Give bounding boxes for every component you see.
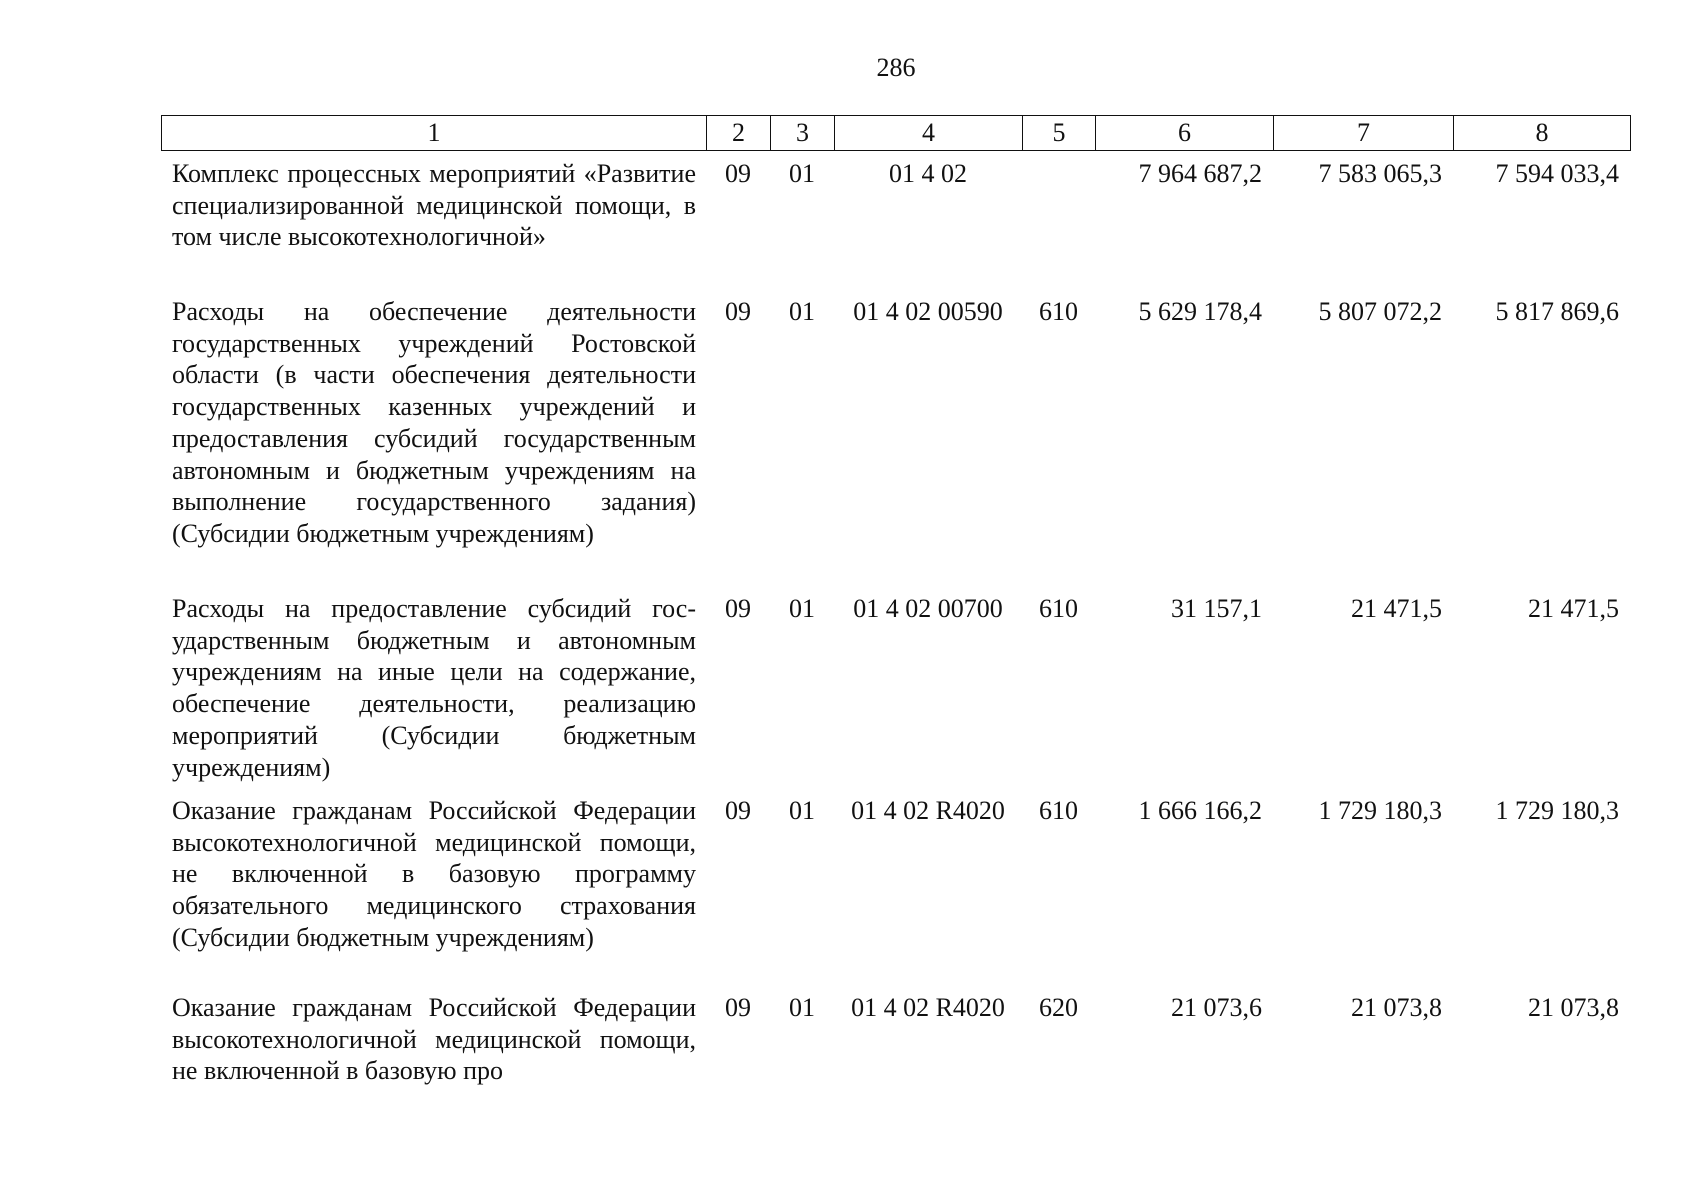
expense-type-code: 610: [1039, 297, 1078, 326]
expense-type-code: [1022, 151, 1095, 289]
table-row: [161, 151, 1630, 289]
column-header-8: 8: [1454, 116, 1631, 151]
table-row: [161, 788, 1630, 985]
section-code: 09: [725, 993, 751, 1022]
amount-col-8: 21 471,5: [1528, 594, 1619, 623]
section-code: 09: [725, 159, 751, 188]
target-article-code: 01 4 02 00590: [853, 297, 1003, 326]
page-number: 286: [876, 53, 916, 82]
item-name: Оказание гражданам Российской Федерации высокотехнологичной медицинской помощи, не включенной в базовую про: [172, 993, 696, 1086]
amount-col-7: 7 583 065,3: [1318, 159, 1442, 188]
amount-col-8: 21 073,8: [1528, 993, 1619, 1022]
budget-table: [161, 151, 1630, 1087]
target-article-code: 01 4 02 00700: [853, 594, 1003, 623]
subsection-code: 01: [789, 159, 815, 188]
amount-col-6: 21 073,6: [1171, 993, 1262, 1022]
item-name: Расходы на предоставление субсидий государственным бюджетным и автономным учреждениям на иные цели на содержание, обеспечение деятельности, реализацию мероприятий (Субсидии бюджетным учреждениям): [172, 594, 696, 782]
column-header-7: 7: [1274, 116, 1454, 151]
subsection-code: 01: [789, 594, 815, 623]
amount-col-6: 7 964 687,2: [1138, 159, 1262, 188]
target-article-code: 01 4 02 R4020: [851, 993, 1005, 1022]
column-number-header: [161, 115, 1631, 151]
column-header-6: 6: [1096, 116, 1274, 151]
subsection-code: 01: [789, 796, 815, 825]
amount-col-7: 5 807 072,2: [1318, 297, 1442, 326]
expense-type-code: 610: [1039, 594, 1078, 623]
table-row: [161, 586, 1630, 788]
expense-type-code: 610: [1039, 796, 1078, 825]
table-row: [161, 985, 1630, 1087]
amount-col-6: 31 157,1: [1171, 594, 1262, 623]
amount-col-7: 21 471,5: [1351, 594, 1442, 623]
column-header-4: 4: [835, 116, 1023, 151]
column-header-5: 5: [1023, 116, 1096, 151]
amount-col-7: 1 729 180,3: [1318, 796, 1442, 825]
amount-col-8: 7 594 033,4: [1495, 159, 1619, 188]
item-name: Расходы на обеспечение деятельности государственных учреждений Ростовской области (в части обеспечения деятельности государственных казенных учреждений и предоставления субсидий государственным автономным и бюджетным учреждениям на выполнение государственного задания) (Субсидии бюджетным учреждениям): [172, 297, 696, 548]
section-code: 09: [725, 796, 751, 825]
subsection-code: 01: [789, 297, 815, 326]
column-header-2: 2: [707, 116, 771, 151]
column-header-1: 1: [162, 116, 707, 151]
amount-col-8: 5 817 869,6: [1495, 297, 1619, 326]
amount-col-6: 1 666 166,2: [1138, 796, 1262, 825]
item-name: Комплекс процессных мероприятий «Развитие специализированной медицинской помощи, в том числе высокотехнологичной»: [172, 159, 696, 252]
amount-col-8: 1 729 180,3: [1495, 796, 1619, 825]
amount-col-6: 5 629 178,4: [1138, 297, 1262, 326]
amount-col-7: 21 073,8: [1351, 993, 1442, 1022]
subsection-code: 01: [789, 993, 815, 1022]
section-code: 09: [725, 594, 751, 623]
table-row: [161, 289, 1630, 586]
expense-type-code: 620: [1039, 993, 1078, 1022]
column-header-3: 3: [771, 116, 835, 151]
section-code: 09: [725, 297, 751, 326]
target-article-code: 01 4 02 R4020: [851, 796, 1005, 825]
item-name: Оказание гражданам Российской Федерации высокотехнологичной медицинской помощи, не включенной в базовую программу обязательного медицинского страхования (Субсидии бюджетным учреждениям): [172, 796, 696, 952]
target-article-code: 01 4 02: [889, 159, 967, 188]
